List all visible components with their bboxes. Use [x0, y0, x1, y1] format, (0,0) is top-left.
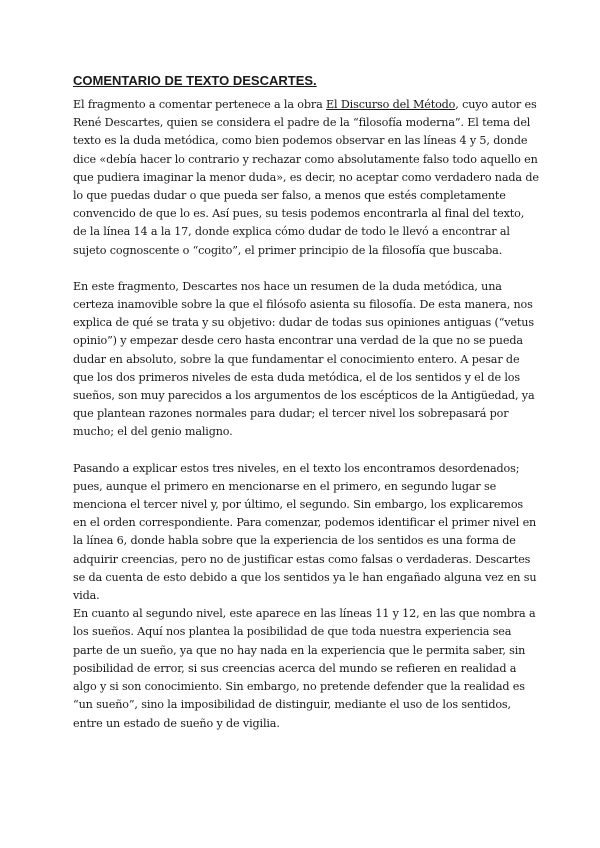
paragraph-summary: En este fragmento, Descartes nos hace un resumen de la duda metódica, una certeza inamovible sobre la que el filósofo asienta su filosofía. De esta manera, nos explica de qué se trata y su objetivo: dudar de todas sus opiniones antiguas (“vetus opinio”) y empezar desde cero hasta encontrar una verdad de la que no se pueda dudar en absoluto, sobre la que fundamentar el conocimiento entero. A pesar de que los dos primeros niveles de esta duda metódica, el de los sentidos y el de los sueños, son muy parecidos a los argumentos de los escépticos de la Antigüedad, ya que plantean razones normales para dudar; el tercer nivel los sobrepasará por mucho; el del genio maligno. — [73, 279, 535, 439]
paragraph-second-level: En cuanto al segundo nivel, este aparece en las líneas 11 y 12, en las que nombra a los sueños. Aquí nos plantea la posibilidad de que toda nuestra experiencia sea parte de un sueño, ya que no hay nada en la experiencia que le permita saber, sin posibilidad de error, si sus creencias acerca del mundo se refieren en realidad a algo y si son conocimiento. Sin embargo, no pretende defender que la realidad es “un sueño”, sino la imposibilidad de distinguir, mediante el uso de los sentidos, entre un estado de sueño y de vigilia. — [73, 607, 536, 730]
paragraph-introduction-rest: , cuyo autor es René Descartes, quien se considera el padre de la “filosofía moderna”. El tema del texto es la duda metódica, como bien podemos observar en las líneas 4 y 5, donde dice «debía hacer lo contrario y rechazar como absolutamente falso todo aquello en que pudiera imaginar la menor duda», es decir, no aceptar como verdadero nada de lo que puedas dudar o que pueda ser falso, a menos que estés completamente convencido de que lo es. Así pues, su tesis podemos encontrarla al final del texto, de la línea 14 a la 17, donde explica cómo dudar de todo le llevó a encontrar al sujeto cognoscente o “cogito”, el primer principio de la filosofía que buscaba. — [73, 98, 539, 257]
document-title: COMENTARIO DE TEXTO DESCARTES. — [73, 73, 317, 88]
document-page — [73, 72, 539, 733]
paragraph-introduction-start: El fragmento a comentar pertenece a la obra — [73, 98, 326, 111]
paragraph-levels: Pasando a explicar estos tres niveles, en el texto los encontramos desordenados; pues, aunque el primero en mencionarse en el primero, en segundo lugar se menciona el tercer nivel y, por último, el segundo. Sin embargo, los explicaremos en el orden correspondiente. Para comenzar, podemos identificar el primer nivel en la línea 6, donde habla sobre que la experiencia de los sentidos es una forma de adquirir creencias, pero no de justificar estas como falsas o verdaderas. Descartes se da cuenta de esto debido a que los sentidos ya le han engañado alguna vez en su vida. — [73, 461, 537, 603]
paragraph-introduction — [73, 96, 539, 260]
work-title: El Discurso del Método — [326, 98, 456, 111]
